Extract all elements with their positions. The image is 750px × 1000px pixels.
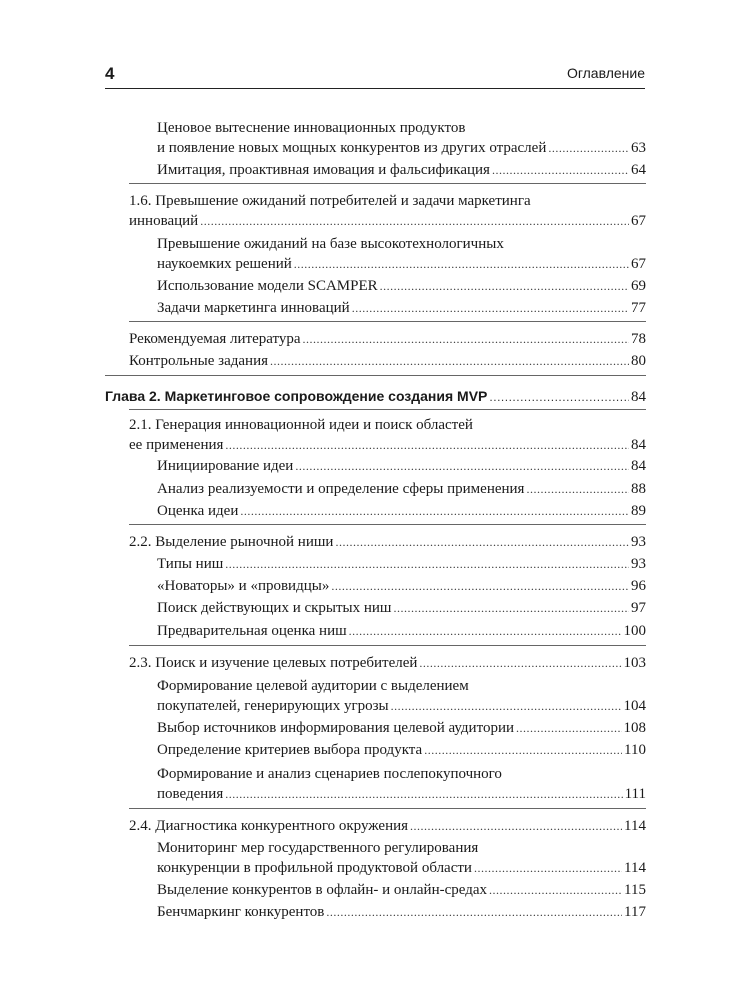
dot-leader (270, 351, 629, 371)
toc-entry-page: 117 (624, 904, 646, 920)
section-divider (129, 183, 646, 184)
toc-entry-title: конкуренции в профильной продуктовой области (157, 860, 472, 876)
toc-entry-title: Рекомендуемая литература (129, 331, 301, 347)
toc-entry-title: Контрольные задания (129, 353, 268, 369)
toc-entry-page: 114 (624, 818, 646, 834)
toc-entry[interactable] (157, 902, 646, 922)
dot-leader (489, 387, 629, 407)
toc-entry-page: 115 (624, 882, 646, 898)
dot-leader (295, 456, 629, 476)
toc-entry[interactable] (129, 351, 646, 371)
dot-leader (294, 254, 629, 274)
dot-leader (200, 211, 629, 231)
toc-entry-page: 63 (631, 140, 646, 156)
dot-leader (526, 479, 629, 499)
toc-entry[interactable] (157, 254, 646, 274)
toc-entry-title: Выделение конкурентов в офлайн- и онлайн-средах (157, 882, 488, 898)
toc-entry-page: 100 (623, 623, 646, 639)
toc-entry-title: ее применения (129, 437, 224, 453)
toc-entry-title: 2.4. Диагностика конкурентного окружения (129, 818, 409, 834)
page-number: 4 (105, 64, 115, 83)
toc-entry[interactable] (157, 598, 646, 618)
toc-entry-title: «Новаторы» и «провидцы» (157, 578, 330, 594)
toc-entry[interactable] (129, 816, 646, 836)
toc-entry-page: 93 (631, 534, 646, 550)
toc-entry-page: 97 (631, 600, 646, 616)
toc-entry[interactable] (157, 479, 646, 499)
toc-entry-page: 89 (631, 503, 646, 519)
toc-entry-title: Выбор источников информирования целевой аудитории (157, 720, 514, 736)
toc-entry[interactable] (129, 211, 646, 231)
toc-entry[interactable] (157, 554, 646, 574)
toc-entry-title: 2.3. Поиск и изучение целевых потребителей (129, 655, 418, 671)
toc-entry-continuation: 2.1. Генерация инновационной идеи и поиск областей (129, 417, 473, 433)
toc-entry-page: 93 (631, 556, 646, 572)
toc-entry-page: 88 (631, 481, 646, 497)
dot-leader (424, 740, 622, 760)
dot-leader (331, 576, 629, 596)
toc-entry-page: 103 (623, 655, 646, 671)
dot-leader (225, 784, 622, 804)
toc-entry-title: наукоемких решений (157, 256, 292, 272)
toc-entry-page: 69 (631, 278, 646, 294)
toc-entry[interactable] (157, 576, 646, 596)
dot-leader (352, 298, 629, 318)
dot-leader (391, 696, 622, 716)
toc-entry-title: Бенчмаркинг конкурентов (157, 904, 325, 920)
toc-chapter-title: Глава 2. Маркетинговое сопровождение создания MVP (105, 388, 488, 404)
dot-leader (393, 598, 629, 618)
toc-entry-title: и появление новых мощных конкурентов из других отраслей (157, 140, 547, 156)
toc-entry[interactable] (129, 653, 646, 673)
toc-entry-page: 80 (631, 353, 646, 369)
toc-entry-page: 64 (631, 162, 646, 178)
toc-entry-title: Поиск действующих и скрытых ниш (157, 600, 392, 616)
toc-entry-continuation: 1.6. Превышение ожиданий потребителей и задачи маркетинга (129, 193, 531, 209)
running-header (105, 62, 645, 89)
toc-entry-title: Определение критериев выбора продукта (157, 742, 423, 758)
toc-entry[interactable] (157, 880, 646, 900)
dot-leader (548, 138, 629, 158)
dot-leader (225, 435, 629, 455)
dot-leader (303, 329, 629, 349)
dot-leader (474, 858, 622, 878)
section-divider (129, 409, 646, 410)
toc-entry[interactable] (129, 329, 646, 349)
dot-leader (240, 501, 629, 521)
toc-entry-page: 110 (624, 742, 646, 758)
toc-entry[interactable] (157, 621, 646, 641)
dot-leader (380, 276, 629, 296)
toc-entry-page: 108 (623, 720, 646, 736)
toc-entry-continuation: Формирование и анализ сценариев послепокупочного (157, 766, 502, 782)
toc-entry-page: 67 (631, 213, 646, 229)
toc-entry-title: Оценка идеи (157, 503, 239, 519)
toc-entry-title: Имитация, проактивная имовация и фальсификация (157, 162, 490, 178)
toc-entry-page: 84 (631, 437, 646, 453)
toc-entry-title: Анализ реализуемости и определение сферы применения (157, 481, 525, 497)
toc-entry[interactable] (157, 718, 646, 738)
dot-leader (516, 718, 622, 738)
toc-entry-title: поведения (157, 786, 224, 802)
dot-leader (349, 621, 622, 641)
dot-leader (335, 532, 629, 552)
toc-entry[interactable] (157, 696, 646, 716)
toc-entry-page: 96 (631, 578, 646, 594)
toc-entry[interactable] (157, 858, 646, 878)
toc-chapter-entry[interactable] (105, 386, 646, 407)
toc-entry-continuation: Превышение ожиданий на базе высокотехнологичных (157, 236, 504, 252)
toc-entry-page: 77 (631, 300, 646, 316)
toc-entry-page: 67 (631, 256, 646, 272)
dot-leader (489, 880, 622, 900)
dot-leader (410, 816, 622, 836)
toc-entry-page: 104 (623, 698, 646, 714)
toc-entry-continuation: Формирование целевой аудитории с выделением (157, 678, 469, 694)
toc-entry-title: Предварительная оценка ниш (157, 623, 347, 639)
toc-entry[interactable] (129, 532, 646, 552)
toc-entry-title: Типы ниш (157, 556, 224, 572)
toc-entry[interactable] (157, 784, 646, 804)
toc-entry-page: 114 (624, 860, 646, 876)
toc-entry-title: Задачи маркетинга инноваций (157, 300, 350, 316)
dot-leader (326, 902, 622, 922)
section-divider (129, 321, 646, 322)
toc-entry-page: 84 (631, 389, 646, 405)
toc-entry[interactable] (157, 740, 646, 760)
section-divider (129, 524, 646, 525)
toc-entry-title: Использование модели SCAMPER (157, 278, 378, 294)
toc-entry-continuation: Мониторинг мер государственного регулирования (157, 840, 479, 856)
running-title: Оглавление (566, 65, 645, 81)
toc-entry[interactable] (157, 276, 646, 296)
toc-entry[interactable] (157, 138, 646, 158)
toc-entry-page: 84 (631, 458, 646, 474)
toc-entry-continuation: Ценовое вытеснение инновационных продуктов (157, 120, 466, 136)
toc-entry-title: Инициирование идеи (157, 458, 294, 474)
dot-leader (492, 160, 629, 180)
toc-entry[interactable] (157, 456, 646, 476)
section-divider (105, 375, 646, 376)
section-divider (129, 808, 646, 809)
dot-leader (225, 554, 629, 574)
toc-entry[interactable] (157, 501, 646, 521)
toc-entry[interactable] (157, 298, 646, 318)
toc-entry[interactable] (157, 160, 646, 180)
toc-entry-title: инноваций (129, 213, 199, 229)
toc-entry-title: покупателей, генерирующих угрозы (157, 698, 389, 714)
section-divider (129, 645, 646, 646)
toc-entry-page: 111 (624, 786, 646, 802)
toc-entry[interactable] (129, 435, 646, 455)
toc-entry-page: 78 (631, 331, 646, 347)
dot-leader (419, 653, 621, 673)
toc-entry-title: 2.2. Выделение рыночной ниши (129, 534, 334, 550)
